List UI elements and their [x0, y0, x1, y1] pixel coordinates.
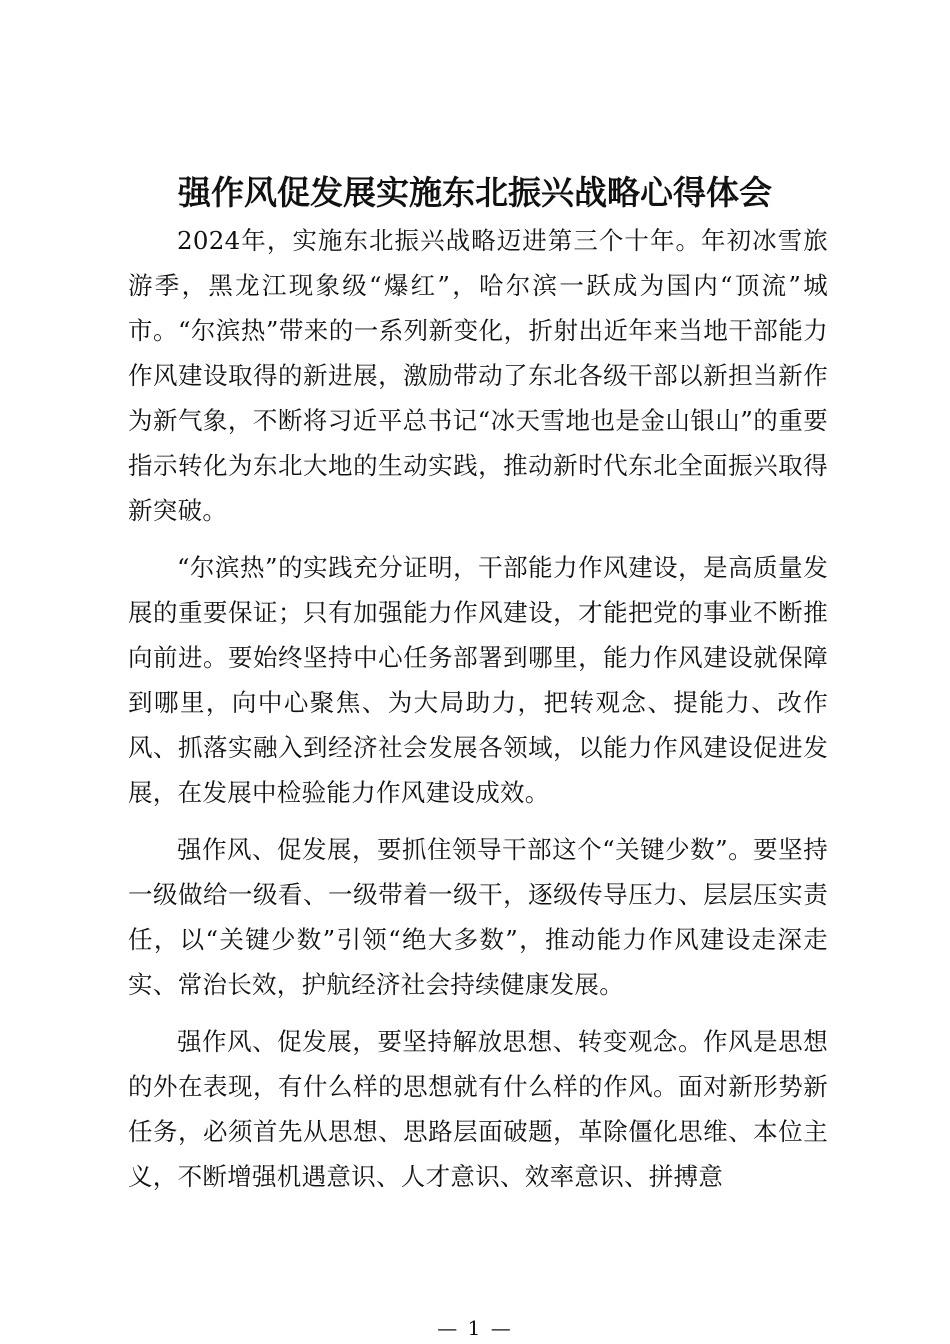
paragraph-1: 2024年，实施东北振兴战略迈进第三个十年。年初冰雪旅游季，黑龙江现象级“爆红”，哈尔滨一跃成为国内“顶流”城市。“尔滨热”带来的一系列新变化，折射出近年来当地干部能力作风建设取得的新进展，激励带动了东北各级干部以新担当新作为新气象，不断将习近平总书记“冰天雪地也是金山银山”的重要指示转化为东北大地的生动实践，推动新时代东北全面振兴取得新突破。	[128, 226, 828, 525]
paragraph-3: 强作风、促发展，要抓住领导干部这个“关键少数”。要坚持一级做给一级看、一级带着一级干，逐级传导压力、层层压实责任，以“关键少数”引领“绝大多数”，推动能力作风建设走深走实、常治长效，护航经济社会持续健康发展。	[128, 835, 828, 999]
paragraph-4: 强作风、促发展，要坚持解放思想、转变观念。作风是思想的外在表现，有什么样的思想就有什么样的作风。面对新形势新任务，必须首先从思想、思路层面破题，革除僵化思维、本位主义，不断增强机遇意识、人才意识、效率意识、拼搏意	[128, 1027, 828, 1191]
document-title: 强作风促发展实施东北振兴战略心得体会	[178, 173, 772, 212]
paragraph-2: “尔滨热”的实践充分证明，干部能力作风建设，是高质量发展的重要保证；只有加强能力作风建设，才能把党的事业不断推向前进。要始终坚持中心任务部署到哪里，能力作风建设就保障到哪里，向中心聚焦、为大局助力，把转观念、提能力、改作风、抓落实融入到经济社会发展各领域，以能力作风建设促进发展，在发展中检验能力作风建设成效。	[128, 553, 828, 807]
page-number: — 1 —	[437, 1316, 513, 1340]
document-body	[128, 218, 828, 1211]
